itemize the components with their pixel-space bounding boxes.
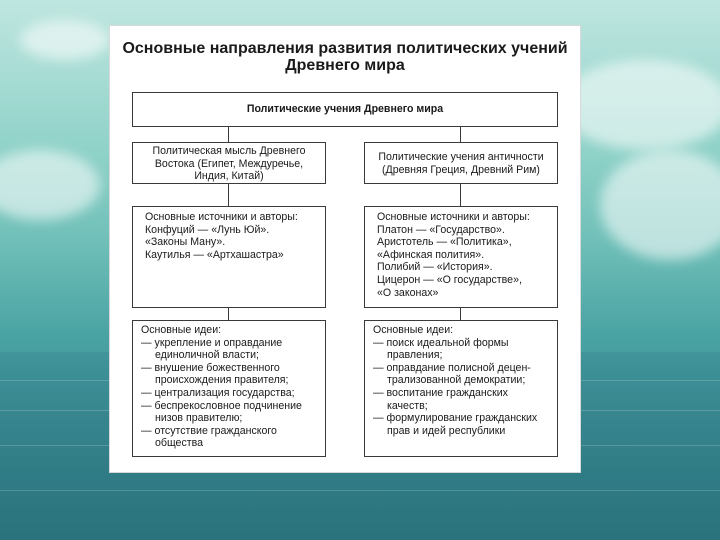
right-ideas-line: — оправдание полисной децен- (373, 361, 531, 374)
left-heading-box (132, 142, 326, 184)
cloud (600, 150, 720, 260)
right-ideas-box (364, 320, 558, 457)
left-sources-line: Конфуций — «Лунь Юй». (145, 223, 270, 236)
diagram-panel (110, 26, 580, 472)
right-ideas-line: правления; (387, 349, 443, 362)
right-sources-line: Аристотель — «Политика», (377, 236, 512, 249)
connector (460, 308, 461, 320)
right-heading-line: (Древняя Греция, Древний Рим) (382, 163, 540, 176)
right-ideas-line: — воспитание гражданских (373, 386, 508, 399)
right-sources-line: «О законах» (377, 286, 439, 299)
left-ideas-line: общества (155, 437, 203, 450)
left-ideas-line: — укрепление и оправдание (141, 336, 283, 349)
left-ideas-line: происхождения правителя; (155, 374, 289, 387)
right-heading-box (364, 142, 558, 184)
left-ideas-line: Основные идеи: (141, 324, 222, 336)
left-heading-line: Индия, Китай) (194, 170, 264, 183)
connector (460, 184, 461, 206)
left-ideas-line: низов правителю; (155, 412, 243, 425)
right-sources-line: Платон — «Государство». (377, 223, 505, 236)
connector (228, 308, 229, 320)
right-sources-line: Основные источники и авторы: (377, 211, 530, 223)
right-ideas-line: — формулирование гражданских (373, 412, 538, 425)
right-sources-line: «Афинская полития». (377, 248, 485, 261)
left-sources-line: Основные источники и авторы: (145, 211, 298, 223)
title-line: Основные направления развития политических (122, 40, 507, 57)
right-sources-line: Полибий — «История». (377, 261, 493, 274)
cloud (20, 20, 110, 60)
left-ideas-line: — отсутствие гражданского (141, 424, 277, 437)
right-ideas-line: качеств; (387, 399, 428, 412)
right-ideas-line: Основные идеи: (373, 324, 454, 336)
cloud (560, 60, 720, 150)
left-ideas-line: единоличной власти; (155, 349, 259, 362)
left-ideas-line: — централизация государства; (141, 386, 295, 399)
left-ideas-line: — внушение божественного (141, 361, 280, 374)
right-ideas-line: — поиск идеальной формы (373, 336, 509, 349)
connector (228, 127, 229, 142)
right-ideas-line: трализованной демократии; (387, 374, 526, 387)
connector (228, 184, 229, 206)
right-sources-box (364, 206, 558, 308)
left-sources-box (132, 206, 326, 308)
root-label: Политические учения Древнего мира (246, 103, 444, 115)
right-heading-line: Политические учения античности (378, 151, 544, 163)
cloud (0, 150, 100, 220)
left-ideas-box (132, 320, 326, 457)
left-ideas-line: — беспрекословное подчинение (141, 399, 302, 412)
diagram-title (110, 40, 580, 74)
connector (460, 127, 461, 142)
right-ideas-line: прав и идей республики (387, 424, 506, 437)
root-box (132, 92, 558, 127)
left-sources-line: Каутилья — «Артхашастра» (145, 248, 284, 261)
sea-ripple (0, 490, 720, 491)
left-heading-line: Востока (Египет, Междуречье, (154, 157, 304, 170)
title-line: учений Древнего мира (285, 40, 568, 74)
right-sources-line: Цицерон — «О государстве», (377, 273, 522, 286)
left-sources-line: «Законы Ману». (145, 236, 226, 249)
left-heading-line: Политическая мысль Древнего (152, 145, 306, 157)
